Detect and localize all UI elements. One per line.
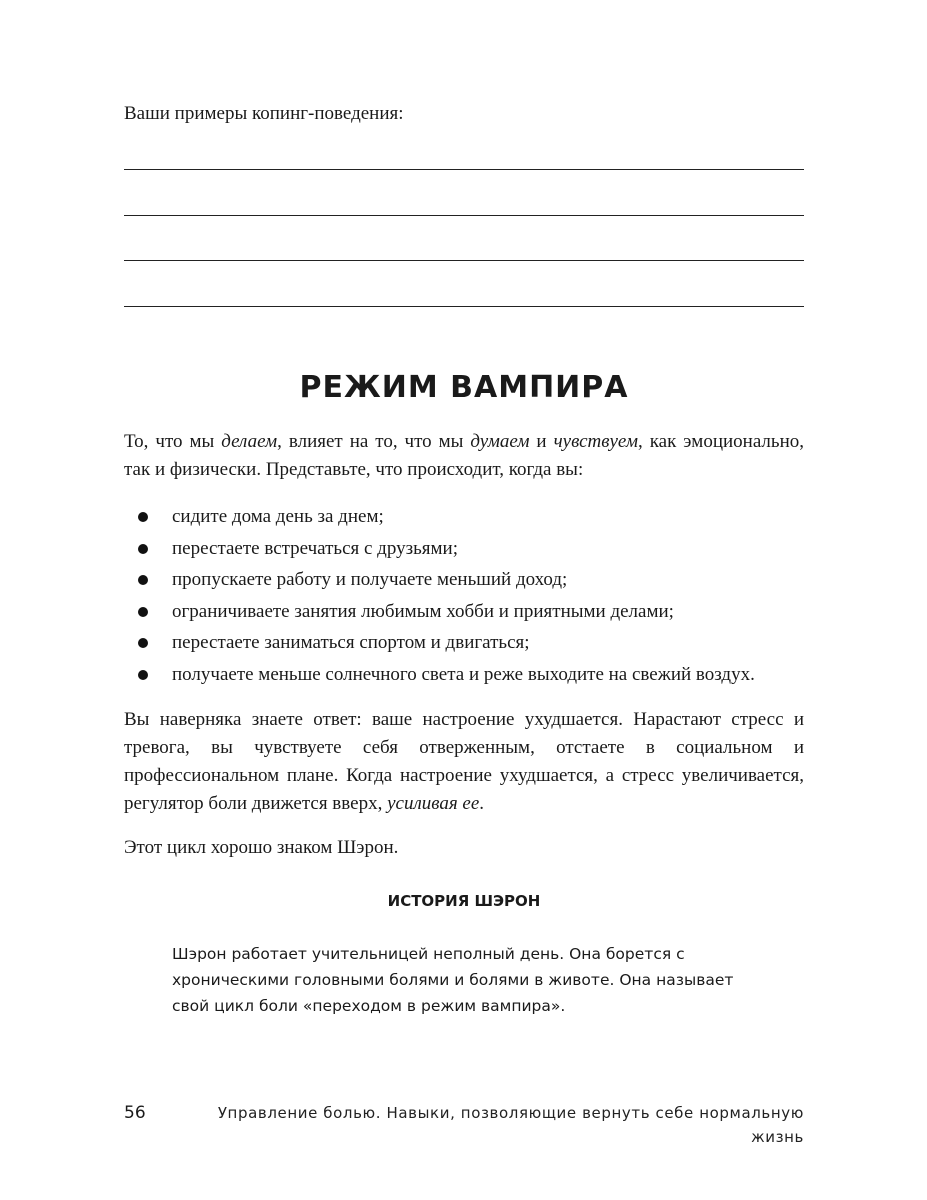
list-item: пропускаете работу и получаете меньший доход;	[124, 566, 804, 598]
intro-paragraph: То, что мы делаем, влияет на то, что мы думаем и чувствуем, как эмоционально, так и физически. Представьте, что происходит, когда вы:	[124, 431, 804, 480]
answer-line-1[interactable]	[124, 169, 804, 170]
list-item: ограничиваете занятия любимым хобби и приятными делами;	[124, 598, 804, 630]
bullet-icon	[138, 607, 148, 617]
running-title: Управление болью. Навыки, позволяющие вернуть себе нормальную жизнь	[217, 1104, 804, 1146]
list-item: получаете меньше солнечного света и реже выходите на свежий воздух.	[124, 661, 804, 693]
list-item: перестаете встречаться с друзьями;	[124, 535, 804, 567]
story-text: Шэрон работает учительницей неполный день. Она борется с хроническими головными болями и болями в животе. Она называет свой цикл боли «переходом в режим вампира».	[172, 945, 734, 1015]
emphasis-feel: чувствуем	[553, 431, 638, 452]
answer-line-3[interactable]	[124, 260, 804, 261]
examples-prompt: Ваши примеры копинг-поведения:	[124, 103, 404, 124]
section-heading: РЕЖИМ ВАМПИРА	[299, 370, 629, 405]
transition-paragraph: Этот цикл хорошо знаком Шэрон.	[124, 837, 399, 858]
page-number: 56	[124, 1103, 146, 1123]
bullet-icon	[138, 544, 148, 554]
answer-line-2[interactable]	[124, 215, 804, 216]
bullet-icon	[138, 512, 148, 522]
answer-line-4[interactable]	[124, 306, 804, 307]
bullet-icon	[138, 670, 148, 680]
answer-paragraph: Вы наверняка знаете ответ: ваше настроение ухудшается. Нарастают стресс и тревога, вы чувствуете себя отверженным, отстаете в социальном и профессиональном плане. Когда настроение ухудшается, а стресс увеличивается, регулятор боли движется вверх, усиливая ее.	[124, 709, 804, 814]
bullet-icon	[138, 638, 148, 648]
story-title: ИСТОРИЯ ШЭРОН	[387, 892, 541, 910]
emphasis-amplifying: усиливая ее	[387, 793, 480, 814]
bullet-list	[124, 503, 804, 692]
emphasis-do: делаем	[221, 431, 278, 452]
list-item: перестаете заниматься спортом и двигаться;	[124, 629, 804, 661]
emphasis-think: думаем	[470, 431, 530, 452]
list-item: сидите дома день за днем;	[124, 503, 804, 535]
bullet-icon	[138, 575, 148, 585]
